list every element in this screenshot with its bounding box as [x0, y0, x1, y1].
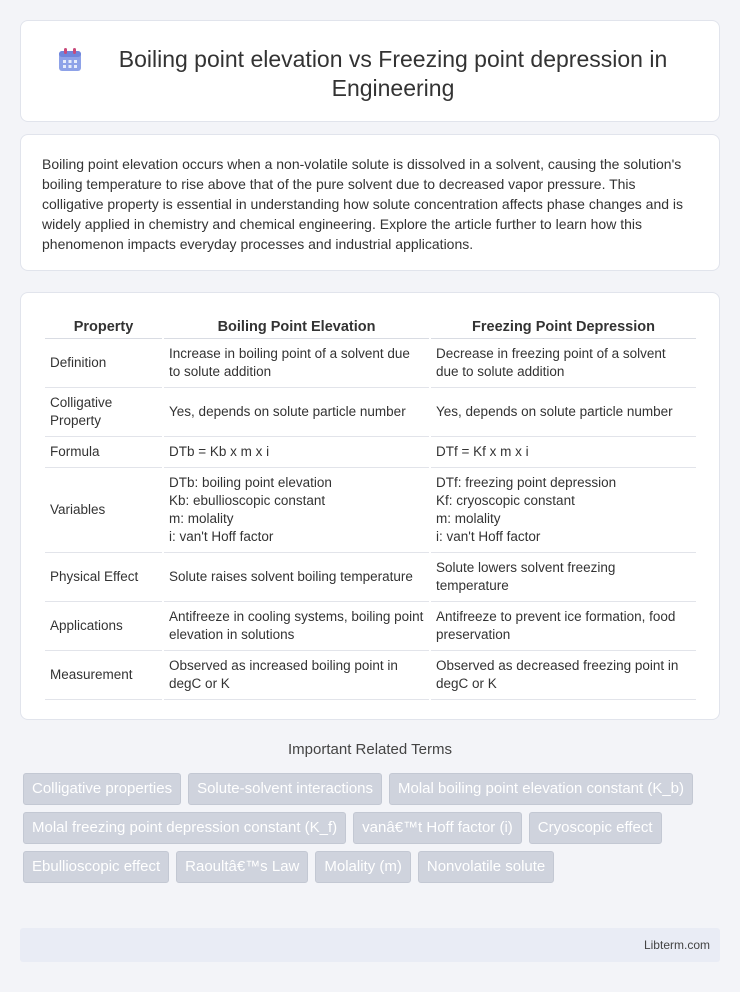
column-header-property: Property — [45, 313, 162, 339]
column-header-fpd: Freezing Point Depression — [431, 313, 696, 339]
related-term-tag[interactable]: Cryoscopic effect — [529, 812, 662, 844]
cell-property: Formula — [45, 437, 162, 468]
cell-property: Colligative Property — [45, 388, 162, 437]
cell-property: Physical Effect — [45, 553, 162, 602]
table-header-row — [45, 313, 696, 339]
table-body — [45, 339, 696, 700]
cell-boiling-point-elevation: Observed as increased boiling point in degC or K — [164, 651, 429, 700]
cell-boiling-point-elevation: Antifreeze in cooling systems, boiling point elevation in solutions — [164, 602, 429, 651]
related-terms-title: Important Related Terms — [288, 741, 452, 758]
table-row — [45, 388, 696, 437]
table-row — [45, 437, 696, 468]
comparison-table — [43, 313, 698, 700]
cell-boiling-point-elevation: DTb: boiling point elevation Kb: ebullioscopic constant m: molality i: van't Hoff factor — [164, 468, 429, 553]
table-row — [45, 651, 696, 700]
cell-freezing-point-depression: Antifreeze to prevent ice formation, food preservation — [431, 602, 696, 651]
header-card — [20, 20, 720, 122]
cell-boiling-point-elevation: Increase in boiling point of a solvent due to solute addition — [164, 339, 429, 388]
related-term-tag[interactable]: vanâ€™t Hoff factor (i) — [353, 812, 522, 844]
related-term-tag[interactable]: Molal boiling point elevation constant (K_b) — [389, 773, 693, 805]
column-header-bpe: Boiling Point Elevation — [164, 313, 429, 339]
cell-freezing-point-depression: Solute lowers solvent freezing temperature — [431, 553, 696, 602]
intro-card — [20, 134, 720, 271]
related-term-tag[interactable]: Raoultâ€™s Law — [176, 851, 308, 883]
cell-boiling-point-elevation: Solute raises solvent boiling temperature — [164, 553, 429, 602]
related-term-tag[interactable]: Solute-solvent interactions — [188, 773, 382, 805]
related-term-tag[interactable]: Molality (m) — [315, 851, 411, 883]
cell-property: Definition — [45, 339, 162, 388]
table-row — [45, 553, 696, 602]
related-term-tag[interactable]: Ebullioscopic effect — [23, 851, 169, 883]
cell-freezing-point-depression: Decrease in freezing point of a solvent due to solute addition — [431, 339, 696, 388]
cell-boiling-point-elevation: DTb = Kb x m x i — [164, 437, 429, 468]
table-row — [45, 339, 696, 388]
cell-property: Applications — [45, 602, 162, 651]
cell-property: Variables — [45, 468, 162, 553]
calendar-icon — [57, 47, 83, 73]
cell-boiling-point-elevation: Yes, depends on solute particle number — [164, 388, 429, 437]
footer-site-link[interactable]: Libterm.com — [643, 938, 710, 952]
cell-property: Measurement — [45, 651, 162, 700]
footer — [20, 928, 720, 962]
table-row — [45, 468, 696, 553]
related-term-tag[interactable]: Colligative properties — [23, 773, 181, 805]
comparison-table-card — [20, 292, 720, 720]
page-title: Boiling point elevation vs Freezing point depression in Engineering — [118, 46, 668, 101]
related-terms-tags — [23, 773, 723, 883]
cell-freezing-point-depression: DTf: freezing point depression Kf: cryoscopic constant m: molality i: van't Hoff factor — [431, 468, 696, 553]
cell-freezing-point-depression: DTf = Kf x m x i — [431, 437, 696, 468]
related-term-tag[interactable]: Molal freezing point depression constant (K_f) — [23, 812, 346, 844]
table-row — [45, 602, 696, 651]
related-term-tag[interactable]: Nonvolatile solute — [418, 851, 554, 883]
cell-freezing-point-depression: Yes, depends on solute particle number — [431, 388, 696, 437]
cell-freezing-point-depression: Observed as decreased freezing point in degC or K — [431, 651, 696, 700]
intro-paragraph: Boiling point elevation occurs when a non-volatile solute is dissolved in a solvent, causing the solution's boiling temperature to rise above that of the pure solvent due to decreased vapor pressure. This colligative property is essential in understanding how solute concentration affects phase changes and is widely applied in chemistry and chemical engineering. Explore the article further to learn how this phenomenon impacts everyday processes and industrial applications. — [42, 156, 684, 252]
